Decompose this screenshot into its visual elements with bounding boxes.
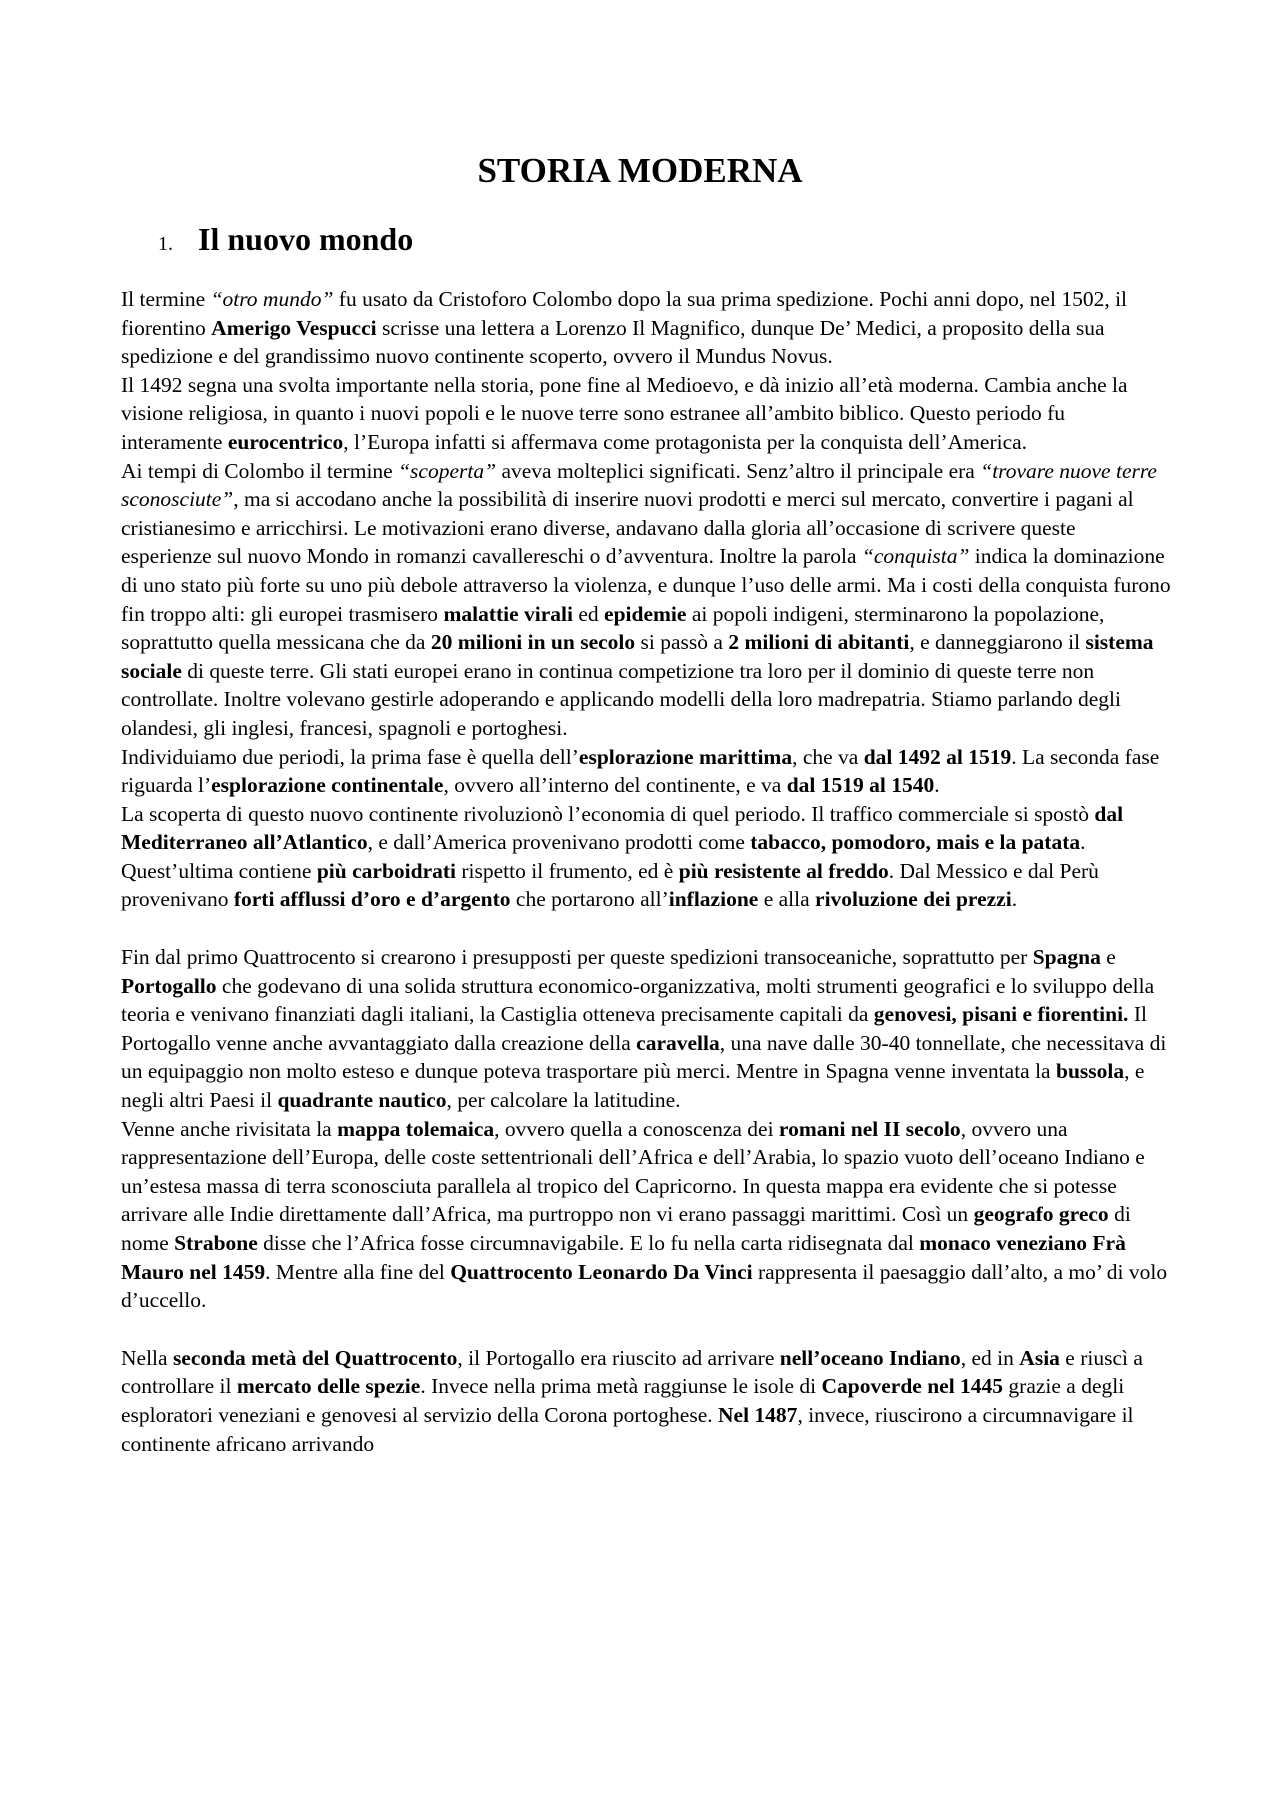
bold-text: monaco veneziano Frà Mauro nel 1459: [121, 1231, 1126, 1284]
text-run: fu usato da Cristoforo Colombo dopo la sua prima spedizione. Pochi anni dopo, nel 1502, il fiorentino: [121, 287, 1128, 340]
section-heading: [158, 219, 413, 264]
text-run: , e negli altri Paesi il: [121, 1059, 1145, 1113]
text-run: indica la dominazione di uno stato più forte su uno più debole attraverso la violenza, e dunque l’uso delle armi. Ma i costi della conquista furono fin troppo alti: gli europei trasmisero: [121, 544, 1171, 626]
bold-text: Capoverde nel 1445: [821, 1374, 1004, 1399]
text-run: , e dall’America provenivano prodotti come: [367, 830, 751, 855]
bold-text: dal 1519 al 1540: [786, 773, 935, 798]
text-run: aveva molteplici significati. Senz’altro il principale era: [496, 458, 981, 483]
text-run: , il Portogallo era riuscito ad arrivare: [457, 1345, 780, 1370]
italic-text: “otro mundo”: [210, 287, 334, 311]
bold-text: quadrante nautico: [277, 1088, 447, 1113]
bold-text: genovesi, pisani e fiorentini.: [873, 1002, 1129, 1027]
bold-text: bussola: [1055, 1059, 1125, 1084]
text-run: , ovvero una rappresentazione dell’Europa, delle coste settentrionali dell’Africa e dell’Arabia, lo spazio vuoto dell’oceano Indiano e un’estesa massa di terra sconosciuta parallela al tropico del Capricorno. In questa mappa era evidente che si potesse arrivare alle Indie direttamente dall’Africa, ma purtroppo non vi erano passaggi marittimi. Così un: [121, 1116, 1145, 1227]
paragraph-economia: [121, 800, 1171, 914]
text-run: , che va: [792, 744, 864, 769]
text-run: . Dal Messico e dal Perù provenivano: [121, 858, 1099, 912]
paragraph-seconda-meta: [121, 1344, 1171, 1458]
bold-text: più resistente al freddo: [678, 858, 889, 883]
text-run: Il termine: [121, 287, 211, 311]
bold-text: inflazione: [668, 887, 759, 912]
text-run: Fin dal primo Quattrocento si crearono i presupposti per queste spedizioni transoceaniche, soprattutto per: [121, 945, 1033, 970]
text-run: , invece, riuscirono a circumnavigare il continente africano arrivando: [121, 1402, 1134, 1456]
bold-text: Amerigo Vespucci: [211, 315, 377, 340]
text-run: ed: [573, 601, 605, 626]
bold-text: Nel 1487: [718, 1402, 798, 1427]
text-run: di nome: [121, 1202, 1131, 1255]
text-run: ai popoli indigeni, sterminarono la popolazione, soprattutto quella messicana che da: [121, 601, 1105, 655]
document-title: STORIA MODERNA: [477, 151, 803, 190]
bold-text: 2 milioni di abitanti: [728, 630, 910, 655]
text-run: , e danneggiarono il: [909, 630, 1086, 655]
bold-text: mercato delle spezie: [236, 1374, 421, 1399]
bold-text: Spagna: [1032, 945, 1101, 970]
text-run: , una nave dalle 30-40 tonnellate, che necessitava di un equipaggio non molto esteso e dunque poteva trasportare più merci. Mentre in Spagna venne inventata la: [121, 1030, 1167, 1084]
italic-text: “conquista”: [861, 544, 970, 569]
text-run: La scoperta di questo nuovo continente rivoluzionò l’economia di quel periodo. Il traffico commerciale si spostò: [121, 801, 1095, 826]
text-run: . Quest’ultima contiene: [121, 830, 1086, 883]
text-run: Individuiamo due periodi, la prima fase è quella dell’: [121, 744, 579, 769]
text-run: si passò a: [635, 630, 729, 655]
bold-text: nell’oceano Indiano: [779, 1345, 961, 1370]
text-run: Nella: [121, 1345, 173, 1370]
italic-text: “scoperta”: [398, 458, 497, 483]
bold-text: dal 1492 al 1519: [863, 744, 1012, 769]
text-run: e alla: [758, 887, 816, 912]
bold-text: Asia: [1019, 1345, 1060, 1370]
bold-text: esplorazione marittima: [578, 744, 793, 769]
bold-text: rivoluzione dei prezzi: [815, 887, 1012, 912]
text-run: rappresenta il paesaggio dall’alto, a mo’ di volo d’uccello.: [121, 1259, 1168, 1313]
text-run: .: [1011, 887, 1018, 912]
bold-text: geografo greco: [973, 1202, 1109, 1227]
text-run: Il 1492 segna una svolta importante nella storia, pone fine al Medioevo, e dà inizio all’età moderna. Cambia anche la visione religiosa, in quanto i nuovi popoli e le nuove terre sono estranee all’ambito biblico. Questo periodo fu interamente: [121, 372, 1128, 454]
bold-text: romani nel II secolo: [778, 1116, 961, 1141]
text-run: .: [934, 773, 940, 798]
bold-text: dal Mediterraneo all’Atlantico: [121, 801, 1124, 855]
text-run: che godevano di una solida struttura economico-organizzativa, molti strumenti geografici e lo sviluppo della teoria e venivano finanziati dagli italiani, la Castiglia otteneva precisamente capitali da: [121, 973, 1155, 1027]
section-number: 1.: [158, 233, 173, 255]
paragraph-scoperta: [121, 457, 1171, 743]
text-run: Ai tempi di Colombo il termine: [121, 458, 399, 483]
text-run: . Invece nella prima metà raggiunse le isole di: [420, 1374, 822, 1399]
bold-text: tabacco, pomodoro, mais e la patata: [750, 830, 1081, 855]
bold-text: eurocentrico: [227, 429, 344, 454]
bold-text: Strabone: [174, 1231, 258, 1255]
text-run: , ma si accodano anche la possibilità di inserire nuovi prodotti e merci sul mercato, convertire i pagani al cristianesimo e arricchirsi. Le motivazioni erano diverse, andavano dalla gloria all’occasione di scrivere queste esperienze sul nuovo Mondo in romanzi cavallereschi o d’avventura. Inoltre la parola: [121, 487, 1134, 569]
text-run: grazie a degli esploratori veneziani e genovesi al servizio della Corona portoghese.: [121, 1374, 1125, 1427]
section-title: Il nuovo mondo: [198, 221, 414, 257]
text-run: e riuscì a controllare il: [121, 1345, 1143, 1399]
bold-text: epidemie: [604, 601, 687, 626]
paragraph-periodi: [121, 743, 1171, 800]
text-run: rispetto il frumento, ed è: [456, 858, 679, 883]
text-run: disse che l’Africa fosse circumnavigabile. E lo fu nella carta ridisegnata dal: [257, 1231, 920, 1255]
bold-text: 20 milioni in un secolo: [430, 630, 636, 655]
text-run: , ovvero all’interno del continente, e va: [443, 773, 787, 798]
text-run: che portarono all’: [510, 887, 669, 912]
bold-text: malattie virali: [443, 601, 573, 626]
paragraph-1492: [121, 371, 1171, 457]
bold-text: forti afflussi d’oro e d’argento: [233, 887, 511, 912]
text-run: Venne anche rivisitata la: [121, 1116, 338, 1141]
bold-text: esplorazione continentale: [211, 773, 444, 798]
text-run: , ed in: [960, 1345, 1020, 1370]
text-run: e: [1100, 945, 1116, 970]
bold-text: più carboidrati: [316, 858, 457, 883]
bold-text: Quattrocento Leonardo Da Vinci: [450, 1259, 753, 1284]
paragraph-mappa-tolemaica: [121, 1115, 1171, 1315]
bold-text: sistema sociale: [121, 630, 1154, 683]
text-run: Il Portogallo venne anche avvantaggiato dalla creazione della: [121, 1002, 1147, 1055]
text-run: . La seconda fase riguarda l’: [121, 744, 1160, 798]
text-run: , l’Europa infatti si affermava come protagonista per la conquista dell’America.: [343, 429, 1028, 454]
text-run: . Mentre alla fine del: [265, 1259, 451, 1284]
bold-text: caravella: [636, 1030, 720, 1055]
italic-text: “trovare nuove terre sconosciute”: [121, 458, 1157, 512]
bold-text: Portogallo: [121, 973, 217, 998]
bold-text: seconda metà del Quattrocento: [172, 1345, 458, 1370]
text-run: scrisse una lettera a Lorenzo Il Magnifico, dunque De’ Medici, a proposito della sua spedizione e del grandissimo nuovo continente scoperto, ovvero il Mundus Novus.: [121, 315, 1105, 369]
text-run: , ovvero quella a conoscenza dei: [494, 1116, 779, 1141]
text-run: di queste terre. Gli stati europei erano in continua competizione tra loro per il dominio di queste terre non controllate. Inoltre volevano gestirle adoperando e applicando modelli della loro madrepatria. Stiamo parlando degli olandesi, gli inglesi, francesi, spagnoli e portoghesi.: [121, 658, 1122, 740]
paragraph-quattrocento: [121, 943, 1171, 1115]
document-body: [121, 285, 1171, 1458]
bold-text: mappa tolemaica: [337, 1116, 495, 1141]
text-run: , per calcolare la latitudine.: [446, 1088, 681, 1113]
paragraph-otro-mundo: [121, 285, 1171, 371]
